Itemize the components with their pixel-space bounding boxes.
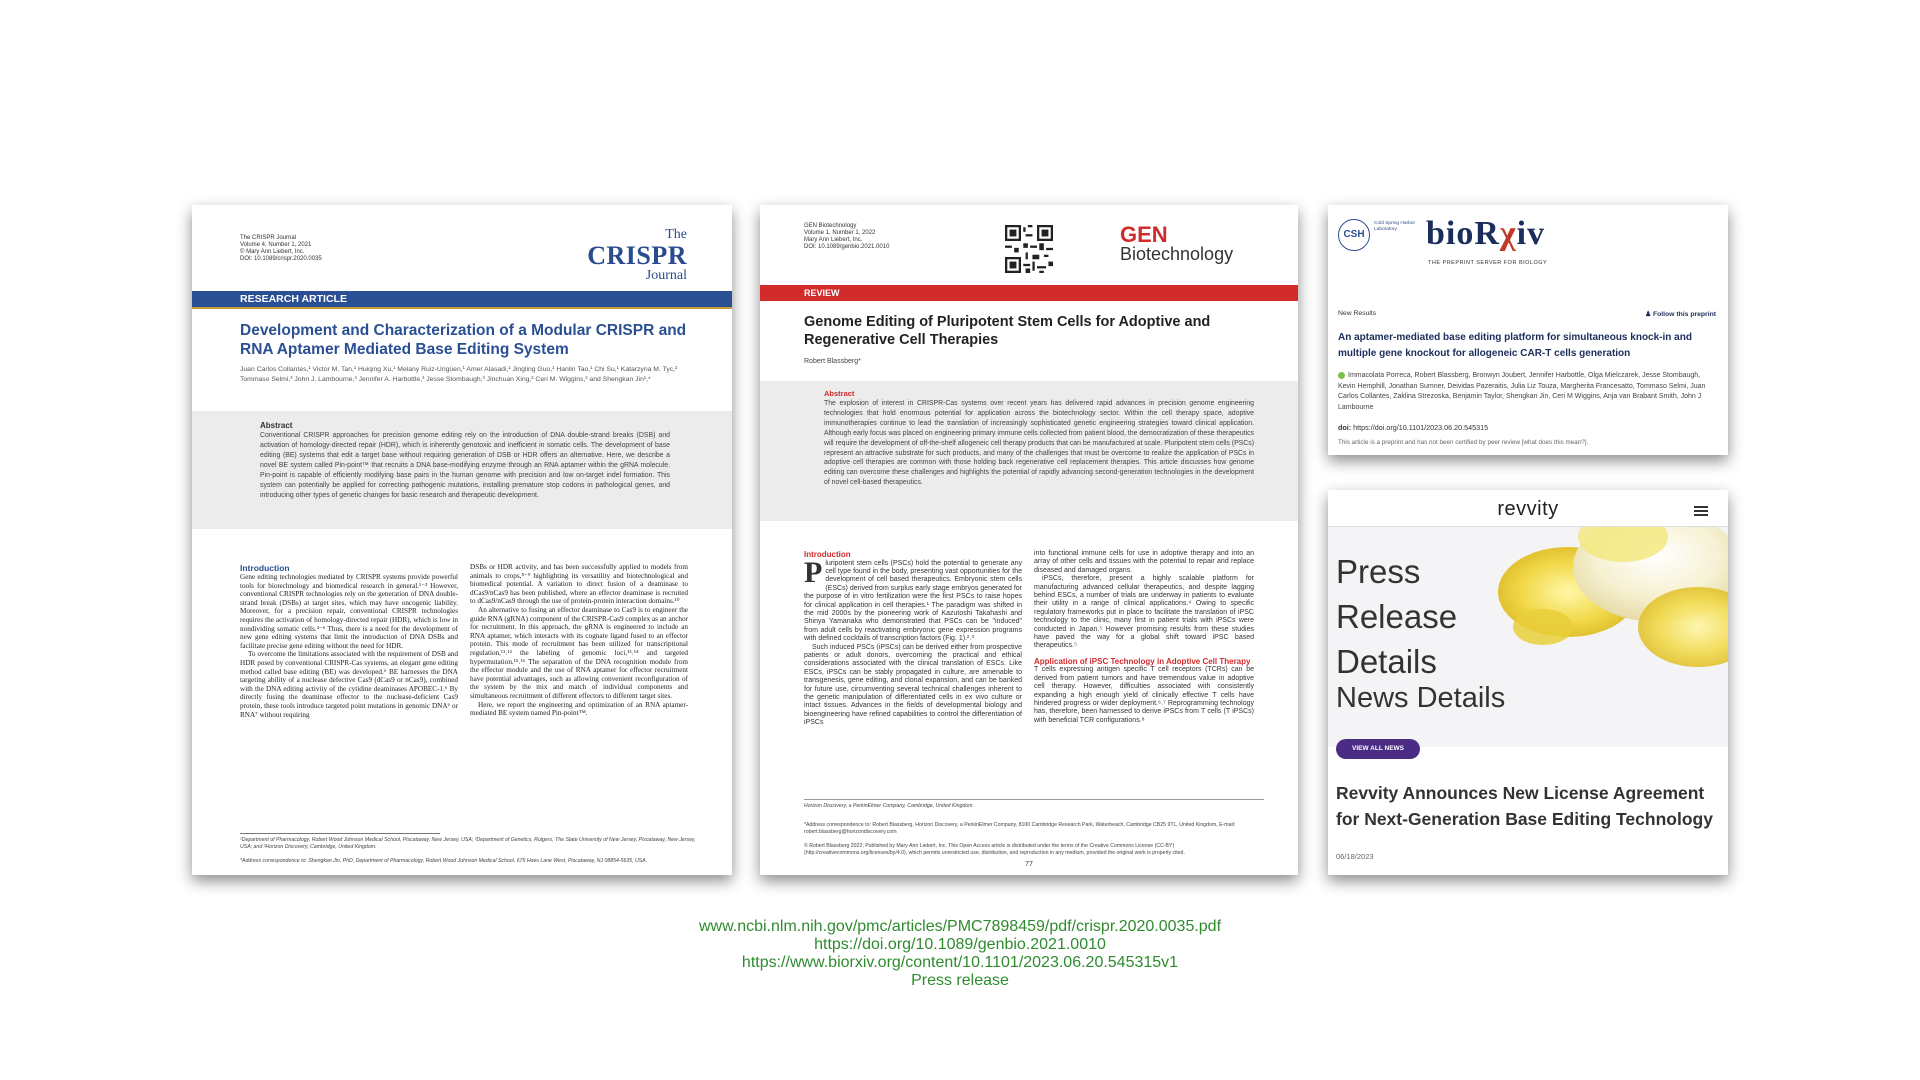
footnote-affiliations: ¹Department of Pharmacology, Robert Wood Johnson Medical School, Piscataway, New Jersey, USA; ²Department of Genetics, Rutgers, The State University of New Jersey, Piscataway, New Jersey, USA; and ³Horizon Discovery, Cambridge, United Kingdom. [240,837,696,850]
section-label: RESEARCH ARTICLE [192,291,732,307]
gen-biotechnology-logo [1120,222,1234,264]
gen-biotechnology-article-page [760,205,1298,875]
doi-label: doi: [1338,423,1352,432]
journal-volume: Volume 1, Number 1, 2022 [804,230,876,236]
journal-name: The CRISPR Journal [240,235,297,241]
body-paragraph: Such induced PSCs (iPSCs) can be derived either from prospective patients or adult donors, overcoming the practical and ethical considerations associated with the clinical translation of ESCs. Like ESCs, iPSCs can be stably propagated in culture, are amenable to transgenesis, gene editing, and clonal expansion, and can be banked for future use, circumventing several technical challenges inherent to the genetic manipulation of differentiated cells in ex vivo culture or intact tissues. Advances in the fields of developmental biology and bioengineering have refined capabilities to control the differentiation of iPSCs [804,643,1022,727]
body-paragraph: luripotent stem cells (PSCs) hold the potential to generate any cell type found in the body, presenting vast opportunities for the development of cell based therapeutics. Embryonic stem cells (ESCs) derived from surplus early stage embryos generated for the purpose of in vitro fertilization were the first PSCs to raise hopes for clinical application in cell therapies.¹ The paradigm was shifted in the mid 2000s by the pioneering work of Kazutoshi Takahashi and Shinya Yamanaka who demonstrated that PSCs can be "induced" from adult cells by reactivating embryonic gene expression programs with defined cocktails of transcription factors (Fig. 1).²˒³ [804,559,1022,643]
footnote-rule [804,799,1264,800]
footnote-correspondence: *Address correspondence to: Robert Blassberg, Horizon Discovery, a PerkinElmer Company, 8100 Cambridge Research Park, Waterbeach, Cambridge CB25 9TL, United Kingdom, E-mail: robert.blassberg@horizondiscovery.com [804,822,1236,835]
crispr-journal-logo [587,227,687,283]
body-paragraph: To overcome the limitations associated with the requirement of DSB and HDR posed by conventional CRISPR-Cas systems, an elegant gene editing method called base editing (BE) was developed.⁶ BE harnesses the DNA targeting ability of a nuclease defective Cas9 (dCas9 or nCas9), combined with the DNA editing activity of the cytidine deaminases APOBEC-1.⁶ By directly fusing the deaminase effector to the nuclease-deficient Cas9 protein, these tools introduce targeted point mutations in genomic DNA⁶ or RNA⁷ without requiring [240,650,458,719]
body-column-right [1034,550,1254,725]
drop-cap: P [804,555,823,589]
intro-heading: Introduction [240,563,290,573]
abstract-label: Abstract [260,421,293,430]
csh-logo-icon: CSH [1338,219,1370,251]
logo-crispr: CRISPR [587,241,687,270]
author-list: Juan Carlos Collantes,¹ Victor M. Tan,¹ Huiqing Xu,¹ Melany Ruiz-Urigüen,¹ Amer Alasadi,¹ Jingling Guo,¹ Hanlin Tao,¹ Chi Su,¹ Katarzyna M. Tyc,² Tommaso Selmi,³ John J. Lambourne,³ Jennifer A. Harbottle,³ Jesse Stombaugh,³ Jinchuan Xing,² Ceri M. Wiggins,³ and Shengkan Jin¹,* [240,366,678,383]
footnote-correspondence: *Address correspondence to: Shengkan Jin, PhD, Department of Pharmacology, Robert Wood Johnson Medical School, 675 Hoes Lane West, Piscataway, NJ 08854-5635, USA. [240,858,648,864]
biorxiv-preprint-page [1328,205,1728,455]
revvity-logo[interactable]: revvity [1497,498,1559,520]
abstract-text: Conventional CRISPR approaches for precision genome editing rely on the introduction of DNA double-strand breaks (DSB) and activation of homology-directed repair (HDR), which is inherently genotoxic and inefficient in somatic cells. The development of base editing (BE) systems that edit a target base without requiring generation of DSB or HDR offers an alternative. Here, we describe a novel BE system called Pin-point™ that recruits a DNA base-modifying enzyme through an RNA aptamer within the gRNA molecule. Pin-point is capable of efficiently modifying base pairs in the human genome with precision and low on-target indel formation. This system can potentially be applied for correcting pathogenic mutations, installing premature stop codons in pathological genes, and introducing other types of genetic changes for basic research and therapeutic development. [260,432,670,499]
heading-line: Press [1336,553,1421,590]
body-paragraph: T cells expressing antigen specific T cell receptors (TCRs) can be derived from patient tumors and have tremendous value in adoptive cell therapy. However, difficulties associated with consistently expanding a high enough yield of clinically effective T cells have hindered progress or wider deployment.⁶˒⁷ Reprogramming technology has, therefore, been harnessed to derive iPSCs from T cells (T iPSCs) with beneficial TCR configurations.⁸ [1034,666,1254,724]
body-paragraph: An alternative to fusing an effector deaminase to Cas9 is to engineer the guide RNA (gRNA) component of the CRISPR-Cas9 complex as an anchor for recruitment. In this approach, the gRNA is engineered to include an RNA aptamer, which interacts with its cognate ligand fused to an effector protein. This mode of recruitment has been utilized for transcriptional regulation,¹¹˒¹² the labeling of genomic loci,¹³˒¹⁴ and targeted hypermutation.¹⁵˒¹⁶ The separation of the DNA recognition module from the effector module and the use of RNA aptamer for effector recruitment have potential advantages, such as allowing convenient reconfiguration of the system by the mix and match of individual components and simultaneous recruitment of different effectors to different target sites. [470,605,688,700]
section-heading: Application of iPSC Technology in Adoptive Cell Therapy [1034,656,1251,666]
body-paragraph: DSBs or HDR activity, and has been successfully applied to models from animals to crops,⁸⁻⁹ highlighting its versatility and biotechnological and biomedical potential. A variation to direct fusion of a deaminase to dCas9/nCas9 has been published, where an effector deaminase is recruited to dCas9/nCas9 through the use of protein-protein interaction domains.¹⁰ [470,563,688,606]
journal-copyright: © Mary Ann Liebert, Inc. [240,249,305,255]
journal-doi: DOI: 10.1089/genbio.2021.0010 [804,244,890,250]
body-paragraph: into functional immune cells for use in adoptive therapy and into an array of other cells and tissues with the potential to repair and replace diseased and damaged organs. [1034,550,1254,574]
bell-icon: ♟ [1644,311,1653,318]
site-header [1328,490,1728,526]
author-list [1338,371,1718,413]
section-underline [192,307,732,309]
source-link-genbio[interactable]: https://doi.org/10.1089/genbio.2021.0010 [814,936,1106,953]
revvity-press-release-page [1328,490,1728,875]
body-paragraph: iPSCs, therefore, present a highly scalable platform for manufacturing advanced cellular therapeutics, and despite lagging behind ESCs, a number of trials are underway in patients to evaluate their utility in a range of clinical applications.⁴ Owing to specific regulatory frameworks put in place to facilitate the translation of iPSC technology to the clinic, many first in patient trials with iPSCs were conducted in Japan.⁵ However promising results from these studies have paved the way for a global shift toward iPSC based therapeutics.⁵ [1034,575,1254,650]
hamburger-menu-icon[interactable] [1694,506,1708,516]
qr-code-icon [1005,225,1053,273]
new-results-label: New Results [1338,310,1377,317]
author-name: Robert Blassberg* [804,358,861,365]
hero-banner [1328,527,1728,747]
intro-heading: Introduction [804,550,851,559]
body-column-left [804,550,1022,728]
press-release-date: 06/18/2023 [1336,852,1374,861]
biorxiv-logo [1426,215,1545,253]
source-link-biorxiv[interactable]: https://www.biorxiv.org/content/10.1101/2023.06.20.545315v1 [741,954,1179,971]
decorative-blob-graphic [1448,527,1728,687]
orcid-icon [1338,372,1345,379]
news-details-heading: News Details [1336,682,1506,714]
preprint-note: This article is a preprint and has not been certified by peer review [what does this mean?]. [1338,439,1589,446]
logo-part: bioR [1426,215,1500,252]
footnote-rule [240,833,440,834]
journal-doi: DOI: 10.1089/crispr.2020.0035 [240,256,322,262]
abstract-label: Abstract [824,389,855,398]
view-all-news-button[interactable]: VIEW ALL NEWS [1336,739,1420,759]
journal-name: GEN Biotechnology [804,223,857,229]
follow-label: Follow this preprint [1652,311,1716,318]
footnote-copyright: © Robert Blassberg 2022; Published by Mary Ann Liebert, Inc. This Open Access article is distributed under the terms of the Creative Commons License (CC-BY) (http://creativecommons.org/licenses/by/4.0), which permits unrestricted use, distribution, and reproduction in any medium, provided the original work is properly cited. [804,843,1185,856]
abstract-box [760,381,1298,521]
page-number: 77 [1025,861,1033,868]
journal-volume: Volume 4, Number 1, 2021 [240,242,312,248]
doi-link[interactable]: https://doi.org/10.1101/2023.06.20.545315 [1353,423,1489,432]
abstract-box [192,411,732,529]
journal-publisher: Mary Ann Liebert, Inc. [804,237,863,243]
body-column-left [240,563,458,719]
body-paragraph: Gene editing technologies mediated by CRISPR systems provide powerful tools for biotechnology and biomedical research in general.¹⁻³ However, conventional CRISPR technologies rely on the generation of DNA double-strand break (DSBs) at target sites, which may have oncogenic liability. Moreover, for a precision repair, conventional CRISPR technologies requires the activation of homology-directed repair (HDR), which is low in nondividing somatic cells.⁴⁻⁶ Thus, there is a need for the development of new gene editing systems that limit the introduction of DNA DSBs and facilitate precise gene editing without the need for HDR. [240,573,458,650]
section-label: REVIEW [760,285,1298,301]
csh-logo-text: Cold Spring Harbor Laboratory [1374,221,1416,232]
body-paragraph: Here, we report the engineering and optimization of an RNA aptamer-mediated BE system named Pin-point™. [470,700,688,718]
logo-journal: Journal [645,268,687,283]
logo-biotechnology: Biotechnology [1120,244,1234,264]
source-link-crispr[interactable]: www.ncbi.nlm.nih.gov/pmc/articles/PMC7898459/pdf/crispr.2020.0035.pdf [698,918,1222,935]
logo-part: iv [1516,215,1546,252]
article-title: Development and Characterization of a Modular CRISPR and RNA Aptamer Mediated Base Editing System [240,322,687,358]
logo-chi: χ [1499,215,1517,252]
footnote-affiliation: Horizon Discovery, a PerkinElmer Company, Cambridge, United Kingdom. [804,803,974,809]
press-release-headline: Revvity Announces New License Agreement for Next-Generation Base Editing Technology [1336,783,1713,829]
heading-line: Release [1336,598,1458,635]
logo-gen: GEN [1120,222,1168,247]
journal-meta [240,235,440,263]
logo-the: The [665,227,687,242]
journal-meta [804,223,1004,251]
preprint-title[interactable]: An aptamer-mediated base editing platform for simultaneous knock-in and multiple gene knockout for allogeneic CAR-T cells generation [1338,332,1692,359]
article-title: Genome Editing of Pluripotent Stem Cells for Adoptive and Regenerative Cell Therapies [804,314,1211,348]
body-column-right [470,563,688,718]
crispr-journal-article-page [192,205,732,875]
abstract-text: The explosion of interest in CRISPR-Cas systems over recent years has delivered rapid advances in precision genome engineering technologies that hold enormous potential for application across the biotechnology sector. Within the cell therapy space, adoptive immunotherapies continue to lead the translation of increasingly sophisticated genetic engineering strategies toward clinical application. Although early focus was placed on engineering primary immune cells collected from patient blood, the democratization of these therapeutics will require the development of off-the-shelf allogeneic cell therapy products that can be manufactured at scale. Pluripotent stem cells (PSCs) represent an attractive substrate for such products, and many of the challenges that must be overcome to realize the application of PSCs in adoptive cell therapies are common with those holding back regenerative cell replacement therapies. This article discusses how genome editing can overcome these challenges and highlights the potential of rapidly advancing second-generation technologies in the development of novel cell-based therapeutics. [824,400,1254,487]
biorxiv-tagline: THE PREPRINT SERVER FOR BIOLOGY [1428,260,1548,266]
heading-line: Details [1336,643,1437,680]
press-release-heading [1336,549,1457,684]
follow-preprint-link[interactable] [1645,310,1716,318]
source-link-press-release[interactable]: Press release [911,972,1009,989]
author-names: Immacolata Porreca, Robert Blassberg, Bronwyn Joubert, Jennifer Harbottle, Olga Mielczarek, Jesse Stombaugh, Kevin Hemphill, Jonathan Sumner, Deividas Pazeraitis, Julia Liz Touza, Margherita Francesatto, Tommaso Selmi, Juan Carlos Collantes, Zaklina Strezoska, Benjamin Taylor, Shengkan Jin, Ceri M Wiggins, Anja van Brabant Smith, John J Lambourne [1338,372,1706,411]
